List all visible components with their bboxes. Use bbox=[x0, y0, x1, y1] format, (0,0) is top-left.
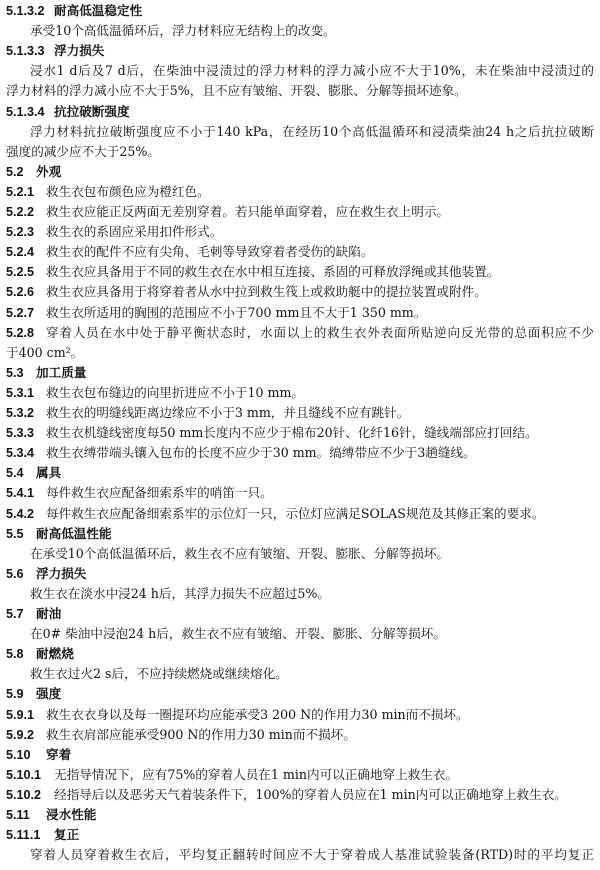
paragraph-line: 浮力材料抗拉破断强度应不小于140 kPa，在经历10个高低温循环和浸渍柴油24 h之后抗拉破断 bbox=[30, 123, 594, 139]
clause-text: 救生衣机缝线密度每50 mm长度内不应少于棉布20针、化纤16针，缝线端部应打回结。 bbox=[46, 425, 538, 441]
numbered-clause bbox=[6, 405, 409, 421]
section-title: 属具 bbox=[36, 465, 62, 481]
section-title: 耐高低温稳定性 bbox=[54, 3, 143, 18]
numbered-clause bbox=[6, 284, 487, 300]
clause-number: 5.3.1 bbox=[6, 385, 35, 400]
numbered-clause bbox=[6, 767, 458, 783]
clause-number: 5.10.1 bbox=[6, 767, 42, 782]
section-heading bbox=[6, 646, 74, 662]
paragraph-line: 在承受10个高低温循环后，救生衣不应有皱缩、开裂、膨胀、分解等损坏。 bbox=[30, 545, 450, 561]
section-heading bbox=[6, 164, 61, 180]
clause-number: 5.2.1 bbox=[6, 184, 35, 199]
section-title: 耐燃烧 bbox=[36, 646, 74, 662]
section-number: 5.7 bbox=[6, 607, 24, 621]
section-heading bbox=[6, 3, 142, 19]
section-title: 加工质量 bbox=[36, 364, 87, 380]
section-title: 抗拉破断强度 bbox=[54, 103, 130, 119]
clause-number: 5.4.2 bbox=[6, 506, 35, 521]
paragraph-line: 救生衣在淡水中浸24 h后，其浮力损失不应超过5%。 bbox=[30, 585, 330, 601]
clause-text: 救生衣包布缝边的向里折进应不小于10 mm。 bbox=[46, 384, 305, 400]
numbered-clause bbox=[6, 385, 304, 401]
section-heading bbox=[6, 747, 71, 763]
clause-text: 救生衣肩部应能承受900 N的作用力30 min而不损坏。 bbox=[46, 726, 356, 742]
section-heading bbox=[6, 606, 61, 622]
section-title: 强度 bbox=[36, 686, 62, 702]
section-number: 5.5 bbox=[6, 526, 24, 541]
section-number: 5.8 bbox=[6, 647, 24, 662]
clause-number: 5.2.6 bbox=[6, 285, 35, 300]
section-heading bbox=[6, 686, 61, 702]
section-number: 5.1.3.3 bbox=[6, 44, 45, 59]
section-number: 5.10 bbox=[6, 747, 31, 762]
numbered-clause bbox=[6, 224, 222, 240]
paragraph-line: 浮力材料的浮力减小应不大于5%，且不应有皱缩、开裂、膨胀、分解等损坏迹象。 bbox=[6, 83, 467, 99]
section-heading bbox=[6, 566, 86, 582]
numbered-clause bbox=[6, 204, 449, 220]
numbered-clause bbox=[6, 244, 373, 260]
section-number: 5.1.3.4 bbox=[6, 104, 45, 119]
section-title: 耐高低温性能 bbox=[36, 525, 112, 541]
section-number: 5.9 bbox=[6, 687, 24, 702]
section-number: 5.2 bbox=[6, 164, 24, 179]
section-heading bbox=[6, 465, 61, 481]
paragraph-line: 承受10个高低温循环后，浮力材料应无结构上的改变。 bbox=[30, 23, 336, 39]
numbered-clause bbox=[6, 787, 567, 803]
section-heading bbox=[6, 43, 104, 59]
section-number: 5.6 bbox=[6, 566, 24, 581]
clause-text: 救生衣的配件不应有尖角、毛刺等导致穿着者受伤的缺陷。 bbox=[46, 244, 374, 260]
clause-number: 5.2.5 bbox=[6, 265, 35, 280]
section-heading bbox=[6, 104, 130, 120]
section-title: 复正 bbox=[54, 827, 80, 843]
clause-text: 救生衣的明缝线距离边缘应不小于3 mm，并且缝线不应有跳针。 bbox=[46, 405, 410, 420]
paragraph-line: 穿着人员穿着救生衣后，平均复正翻转时间应不大于穿着成人基准试验装备(RTD)时的平均复正 bbox=[30, 847, 594, 863]
clause-number: 5.2.8 bbox=[6, 325, 35, 340]
clause-text: 救生衣衣身以及每一圈提环均应能承受3 200 N的作用力30 min而不损坏。 bbox=[46, 706, 469, 722]
clause-text: 救生衣应具备用于不同的救生衣在水中相互连接、系固的可释放浮绳或其他装置。 bbox=[46, 264, 500, 280]
clause-text: 每件救生衣应配备细索系牢的哨笛一只。 bbox=[46, 485, 273, 501]
clause-number: 5.4.1 bbox=[6, 486, 35, 501]
numbered-clause bbox=[6, 264, 499, 280]
section-heading bbox=[6, 827, 79, 843]
paragraph-line: 浸水1 d后及7 d后，在柴油中浸渍过的浮力材料的浮力减小应不大于10%，未在柴油中浸渍过的 bbox=[30, 63, 594, 79]
section-number: 5.11 bbox=[6, 808, 30, 822]
clause-text: 救生衣包布颜色应为橙红色。 bbox=[46, 183, 210, 199]
clause-number: 5.2.7 bbox=[6, 305, 35, 320]
section-heading bbox=[6, 807, 96, 823]
numbered-clause bbox=[6, 425, 538, 441]
numbered-clause bbox=[6, 325, 594, 341]
numbered-clause bbox=[6, 727, 356, 743]
section-number: 5.11.1 bbox=[6, 828, 41, 843]
section-number: 5.4 bbox=[6, 466, 24, 481]
paragraph-line: 救生衣过火2 s后，不应持续燃烧或继续熔化。 bbox=[30, 666, 288, 682]
clause-number: 5.2.4 bbox=[6, 245, 35, 260]
paragraph-line: 于400 cm²。 bbox=[6, 344, 84, 360]
clause-number: 5.2.3 bbox=[6, 225, 35, 240]
section-heading bbox=[6, 365, 86, 381]
clause-number: 5.3.4 bbox=[6, 446, 35, 461]
clause-number: 5.9.1 bbox=[6, 707, 35, 722]
clause-text: 救生衣所适用的胸围的范围应不小于700 mm且不大于1 350 mm。 bbox=[46, 304, 427, 320]
numbered-clause bbox=[6, 485, 273, 501]
section-heading bbox=[6, 526, 112, 542]
clause-text: 穿着人员在水中处于静平衡状态时，水面以上的救生衣外表面所贴逆向反光带的总面积应不少 bbox=[46, 324, 594, 340]
clause-text: 经指导后以及恶劣天气着装条件下，100%的穿着人员应在1 min内可以正确地穿上救生衣。 bbox=[54, 786, 567, 802]
numbered-clause bbox=[6, 305, 426, 321]
clause-number: 5.3.3 bbox=[6, 426, 35, 441]
section-title: 耐油 bbox=[36, 606, 62, 621]
section-number: 5.3 bbox=[6, 365, 24, 380]
numbered-clause bbox=[6, 445, 476, 461]
paragraph-line: 强度的减少应不大于25%。 bbox=[6, 143, 160, 159]
section-title: 浸水性能 bbox=[46, 807, 97, 822]
clause-text: 救生衣应具备用于将穿着者从水中拉到救生筏上或救助艇中的提拉装置或附件。 bbox=[46, 284, 487, 300]
clause-number: 5.9.2 bbox=[6, 727, 35, 742]
section-number: 5.1.3.2 bbox=[6, 4, 45, 18]
section-title: 浮力损失 bbox=[54, 43, 105, 59]
paragraph-line: 在0# 柴油中浸泡24 h后，救生衣不应有皱缩、开裂、膨胀、分解等损坏。 bbox=[30, 626, 446, 642]
clause-text: 救生衣缚带端头镶入包布的长度不应少于30 mm。缟缚带应不少于3趟缝线。 bbox=[46, 445, 476, 461]
clause-text: 每件救生衣应配备细索系牢的示位灯一只，示位灯应满足SOLAS规范及其修正案的要求。 bbox=[46, 505, 545, 521]
numbered-clause bbox=[6, 184, 210, 200]
clause-number: 5.3.2 bbox=[6, 406, 35, 420]
clause-text: 救生衣的系固应采用扣件形式。 bbox=[46, 224, 223, 240]
clause-number: 5.2.2 bbox=[6, 205, 35, 219]
numbered-clause bbox=[6, 707, 469, 723]
clause-number: 5.10.2 bbox=[6, 787, 42, 802]
section-title: 外观 bbox=[36, 163, 62, 179]
section-title: 浮力损失 bbox=[36, 565, 87, 581]
numbered-clause bbox=[6, 506, 544, 522]
section-title: 穿着 bbox=[46, 746, 72, 762]
clause-text: 无指导情况下，应有75%的穿着人员在1 min内可以正确地穿上救生衣。 bbox=[54, 766, 459, 782]
clause-text: 救生衣应能正反两面无差别穿着。若只能单面穿着，应在救生衣上明示。 bbox=[46, 204, 449, 219]
